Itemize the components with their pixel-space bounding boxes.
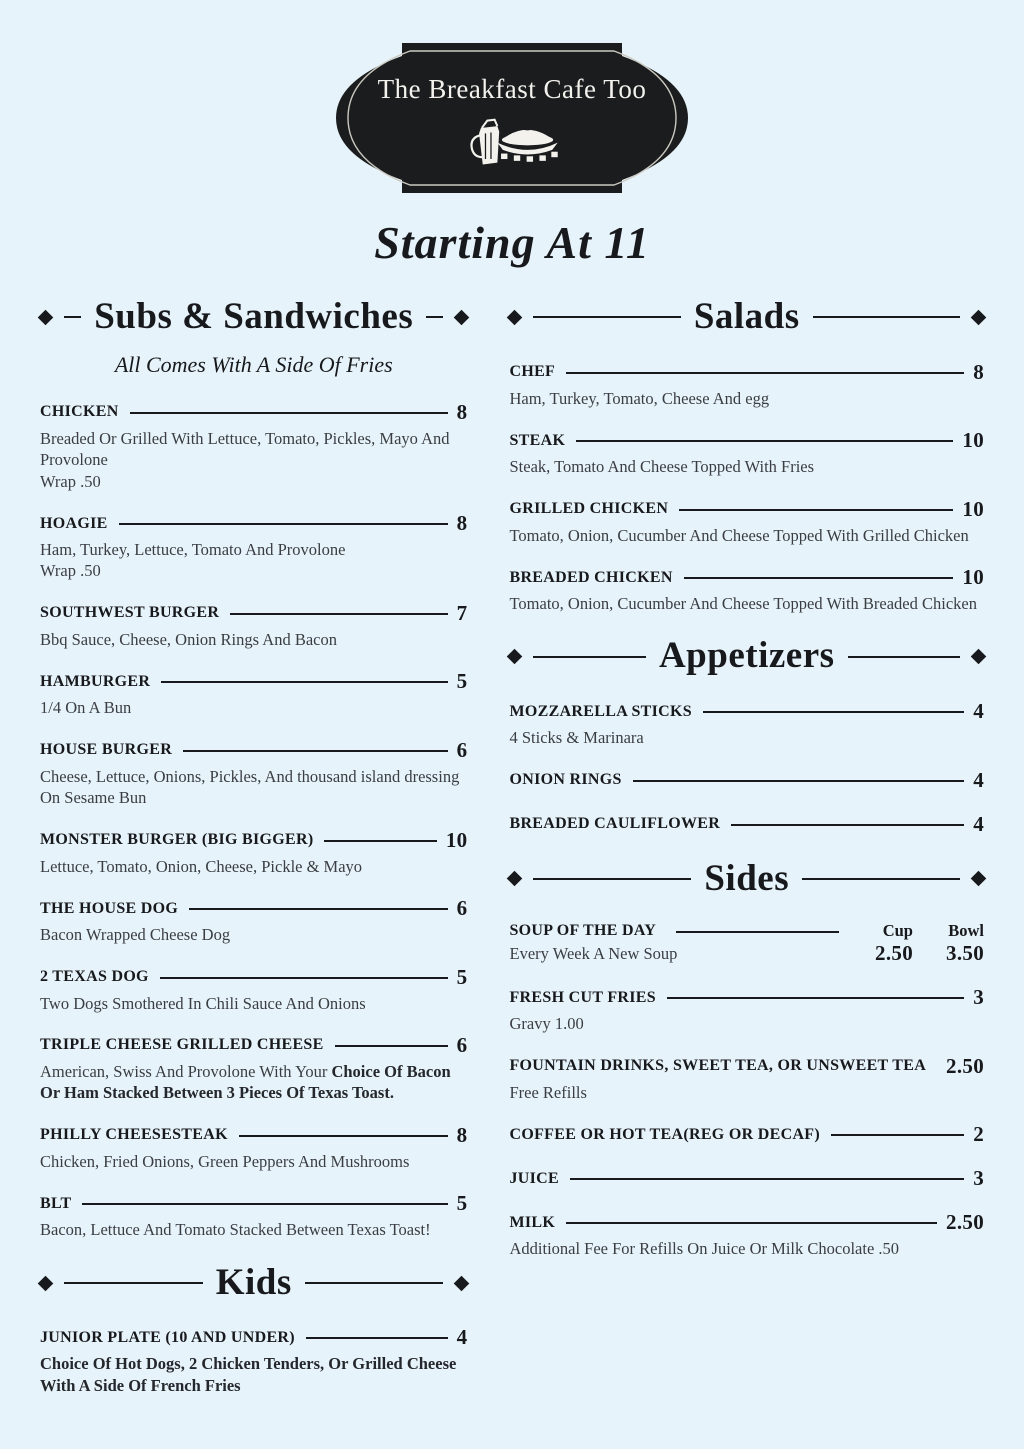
menu-item-row (509, 1210, 984, 1235)
menu-item-row (40, 601, 467, 626)
item-description (509, 525, 984, 546)
diamond-icon (507, 649, 523, 665)
item-description (40, 1061, 467, 1104)
item-price: 4 (973, 699, 984, 724)
item-description-text: 4 Sticks & Marinara (509, 728, 644, 748)
item-description-text: Steak, Tomato And Cheese Topped With Fries (509, 457, 815, 477)
menu-item-row (40, 965, 467, 990)
item-description-text: Breaded Or Grilled With Lettuce, Tomato, Pickles, Mayo And Provolone (40, 428, 450, 470)
item-price: 2.50 (875, 941, 913, 966)
item-price: 4 (973, 811, 984, 836)
menu-item-row (509, 1054, 984, 1079)
item-price: 10 (445, 827, 468, 852)
item-description (40, 1151, 467, 1172)
item-price: 6 (456, 737, 468, 762)
menu-item (40, 1123, 467, 1172)
menu-item-row (40, 511, 467, 536)
item-description (40, 856, 467, 877)
item-description (40, 766, 467, 809)
logo-content (336, 42, 688, 194)
item-name: TRIPLE CHEESE GRILLED CHEESE (40, 1036, 324, 1054)
diamond-icon (454, 310, 470, 326)
menu-item-row (509, 360, 984, 385)
menu-item (509, 1054, 984, 1103)
item-name: ONION RINGS (509, 771, 622, 789)
item-note: Wrap .50 (40, 471, 101, 491)
section-title: Salads (693, 296, 800, 337)
item-price: 10 (962, 565, 984, 589)
leader-line (160, 977, 448, 979)
leader-line (566, 1222, 937, 1224)
logo-title: The Breakfast Cafe Too (377, 74, 647, 104)
item-name: 2 TEXAS DOG (40, 968, 149, 985)
item-price: 2 (973, 1122, 984, 1147)
menu-item (509, 768, 984, 793)
item-description (509, 1082, 984, 1103)
menu-item (509, 497, 984, 546)
menu-item-row (509, 428, 984, 453)
item-description (40, 428, 467, 471)
menu-section (40, 1263, 467, 1397)
leader-line (679, 509, 953, 511)
menu-item-row (40, 738, 467, 763)
item-name: BREADED CHICKEN (509, 568, 673, 586)
menu-item (40, 896, 467, 945)
item-description-text: Ham, Turkey, Tomato, Cheese And egg (509, 388, 770, 408)
item-description (509, 1013, 984, 1034)
menu-item (40, 828, 467, 877)
item-description-text: Additional Fee For Refills On Juice Or Milk Chocolate .50 (509, 1239, 900, 1259)
item-price: 4 (973, 767, 984, 792)
leader-line (684, 577, 954, 579)
item-description-text: Bbq Sauce, Cheese, Onion Rings And Bacon (40, 629, 337, 649)
section-header (40, 297, 467, 338)
tagline: Starting At 11 (374, 217, 650, 268)
item-description-text: Tomato, Onion, Cucumber And Cheese Topped With Breaded Chicken (509, 594, 977, 613)
item-name: HAMBURGER (40, 672, 151, 690)
item-price: 3 (973, 985, 984, 1010)
item-name: MONSTER BURGER (BIG BIGGER) (40, 831, 314, 849)
menu-item (40, 965, 467, 1014)
item-description (509, 1238, 984, 1259)
item-note: Wrap .50 (40, 561, 101, 581)
menu-item-row (40, 1123, 467, 1148)
leader-line (703, 711, 964, 713)
menu-item-row (509, 985, 984, 1010)
item-description (509, 727, 984, 748)
item-price: 2.50 (946, 1210, 984, 1235)
leader-line (667, 997, 964, 999)
item-price: 3.50 (946, 941, 984, 966)
item-description (40, 924, 467, 945)
menu-item-row (509, 768, 984, 793)
item-description-text: Two Dogs Smothered In Chili Sauce And Onions (40, 993, 366, 1013)
item-description-text: Bacon, Lettuce And Tomato Stacked Between Texas Toast! (40, 1220, 431, 1240)
menu-item (40, 738, 467, 809)
item-price: 5 (456, 964, 468, 989)
leader-line (161, 681, 447, 683)
item-price: 4 (456, 1325, 468, 1350)
section-header (509, 859, 984, 900)
pancakes-and-coffee-pot-icon (454, 106, 570, 170)
item-description (40, 629, 467, 650)
leader-line (566, 372, 964, 374)
section-title: Appetizers (658, 635, 835, 677)
item-description-text: Tomato, Onion, Cucumber And Cheese Topped With Grilled Chicken (509, 525, 969, 545)
item-name: HOAGIE (40, 514, 108, 532)
menu-item (509, 360, 984, 409)
header-line (533, 656, 645, 658)
item-price: 2.50 (946, 1053, 984, 1078)
item-description-text: Gravy 1.00 (509, 1014, 584, 1034)
item-price: 6 (456, 896, 468, 921)
item-description-bold: Choice Of Hot Dogs, 2 Chicken Tenders, Or Grilled Cheese With A Side Of French Fries (40, 1354, 457, 1395)
section-title: Sides (704, 857, 790, 899)
column-right (509, 297, 984, 1415)
diamond-icon (38, 1275, 54, 1291)
item-name: HOUSE BURGER (40, 741, 173, 759)
item-description-text: Bacon Wrapped Cheese Dog (40, 925, 231, 945)
item-price: 8 (456, 399, 468, 424)
item-description (509, 456, 984, 477)
item-price: 8 (973, 359, 984, 384)
menu-item-row (40, 896, 467, 921)
menu-section (509, 859, 984, 1260)
item-description-text: 1/4 On A Bun (40, 698, 132, 718)
leader-line (570, 1178, 964, 1180)
header-line (848, 656, 960, 658)
header-line (64, 316, 81, 318)
menu-item-row (509, 921, 984, 966)
item-price: 10 (962, 428, 984, 453)
item-name: JUICE (509, 1169, 559, 1187)
item-description-text: Chicken, Fried Onions, Green Peppers And Mushrooms (40, 1151, 410, 1171)
price-column-header: Cup (882, 921, 913, 941)
menu-item-row (40, 669, 467, 694)
column-left (40, 297, 467, 1415)
section-header (40, 1263, 467, 1304)
item-name: GRILLED CHICKEN (509, 500, 669, 518)
leader-line (324, 840, 436, 842)
leader-line (239, 1135, 448, 1137)
diamond-icon (971, 310, 987, 326)
leader-line (731, 824, 964, 826)
item-description: Every Week A New Soup (509, 944, 678, 964)
header-line (813, 316, 960, 318)
item-description (40, 1353, 467, 1396)
menu-item-row (40, 1325, 467, 1350)
menu-item (40, 1033, 467, 1104)
price-column-header: Bowl (948, 921, 984, 941)
diamond-icon (971, 649, 987, 665)
menu-item (509, 699, 984, 748)
section-header (509, 297, 984, 338)
item-description-text: Cheese, Lettuce, Onions, Pickles, And thousand island dressing On Sesame Bun (40, 766, 460, 808)
menu-section (40, 297, 467, 1241)
header-line (802, 878, 960, 880)
menu-item (509, 985, 984, 1034)
item-name: SOUP OF THE DAY (509, 922, 657, 940)
diamond-icon (454, 1275, 470, 1291)
menu-item (509, 1122, 984, 1147)
item-name: COFFEE OR HOT TEA(REG OR DECAF) (509, 1125, 820, 1143)
item-price: 5 (456, 669, 468, 694)
item-price: 7 (456, 600, 468, 625)
menu-section (509, 636, 984, 836)
item-name: MOZZARELLA STICKS (509, 702, 692, 720)
menu-item (509, 921, 984, 966)
header-line (305, 1282, 444, 1284)
menu-item (40, 400, 467, 492)
menu-item-row (509, 1122, 984, 1147)
menu-item-row (509, 1166, 984, 1191)
item-name: PHILLY CHEESESTEAK (40, 1126, 228, 1144)
item-description (509, 593, 984, 614)
leader-line (576, 440, 953, 442)
menu-item (40, 511, 467, 582)
leader-line (130, 412, 448, 414)
diamond-icon (971, 871, 987, 887)
item-name: FRESH CUT FRIES (509, 988, 656, 1006)
menu-section (509, 297, 984, 614)
menu-item-row (509, 699, 984, 724)
section-header (509, 636, 984, 677)
item-description (40, 993, 467, 1014)
item-name: CHICKEN (40, 403, 119, 421)
item-description (40, 539, 467, 560)
diamond-icon (507, 310, 523, 326)
item-description-text: Lettuce, Tomato, Onion, Cheese, Pickle & Mayo (40, 856, 363, 876)
leader-line (183, 750, 448, 752)
diamond-icon (38, 310, 54, 326)
menu-item (40, 669, 467, 718)
leader-line (230, 613, 447, 615)
section-title: Kids (215, 1261, 292, 1303)
menu-item (509, 1166, 984, 1191)
item-price: 6 (456, 1032, 468, 1057)
leader-line (633, 780, 964, 782)
item-description-text: Ham, Turkey, Lettuce, Tomato And Provolone (40, 540, 346, 559)
menu-item-row (509, 565, 984, 590)
diamond-icon (507, 871, 523, 887)
menu-item (40, 1191, 467, 1240)
item-price: 8 (456, 1122, 468, 1147)
leader-line (306, 1337, 448, 1339)
menu-item (40, 1325, 467, 1396)
item-price: 10 (962, 496, 984, 521)
menu-item-row (509, 497, 984, 522)
menu-item-row (40, 1191, 467, 1216)
item-description-text: Free Refills (509, 1082, 587, 1102)
section-subtitle: All Comes With A Side Of Fries (114, 351, 393, 377)
item-name: BLT (40, 1194, 72, 1212)
item-description (40, 697, 467, 718)
item-name: CHEF (509, 363, 556, 381)
item-price: 8 (456, 511, 468, 535)
section-title: Subs & Sandwiches (94, 296, 414, 337)
item-name: THE HOUSE DOG (40, 899, 179, 917)
header-line (533, 878, 691, 880)
menu-item (509, 428, 984, 477)
menu-item-row (40, 400, 467, 425)
item-description-text: American, Swiss And Provolone With Your (40, 1061, 332, 1081)
item-name: JUNIOR PLATE (10 AND UNDER) (40, 1328, 295, 1346)
item-description-bold: Choice Of Bacon Or Ham Stacked Between 3 Pieces Of Texas Toast. (40, 1061, 451, 1103)
menu-item (40, 601, 467, 650)
item-name: BREADED CAULIFLOWER (509, 815, 721, 833)
leader-line (831, 1134, 964, 1136)
menu-item (509, 1210, 984, 1259)
menu-item (509, 565, 984, 614)
menu-item-row (40, 828, 467, 853)
menu-item-row (40, 1033, 467, 1058)
menu-columns (40, 297, 984, 1415)
item-price: 5 (456, 1191, 468, 1216)
item-name: MILK (509, 1213, 556, 1231)
leader-line (119, 523, 448, 525)
leader-line (676, 931, 839, 933)
leader-line (335, 1045, 448, 1047)
item-name: FOUNTAIN DRINKS, SWEET TEA, OR UNSWEET TEA (509, 1057, 927, 1075)
header-line (426, 316, 443, 318)
item-price: 3 (973, 1166, 984, 1191)
menu-item (509, 812, 984, 837)
item-name: SOUTHWEST BURGER (40, 604, 220, 622)
menu-item-row (509, 812, 984, 837)
header-line (64, 1282, 203, 1284)
leader-line (82, 1203, 447, 1205)
leader-line (189, 908, 448, 910)
item-name: STEAK (509, 431, 566, 449)
header-line (533, 316, 680, 318)
restaurant-logo (336, 42, 688, 194)
item-description (40, 1219, 467, 1240)
item-description (509, 388, 984, 409)
